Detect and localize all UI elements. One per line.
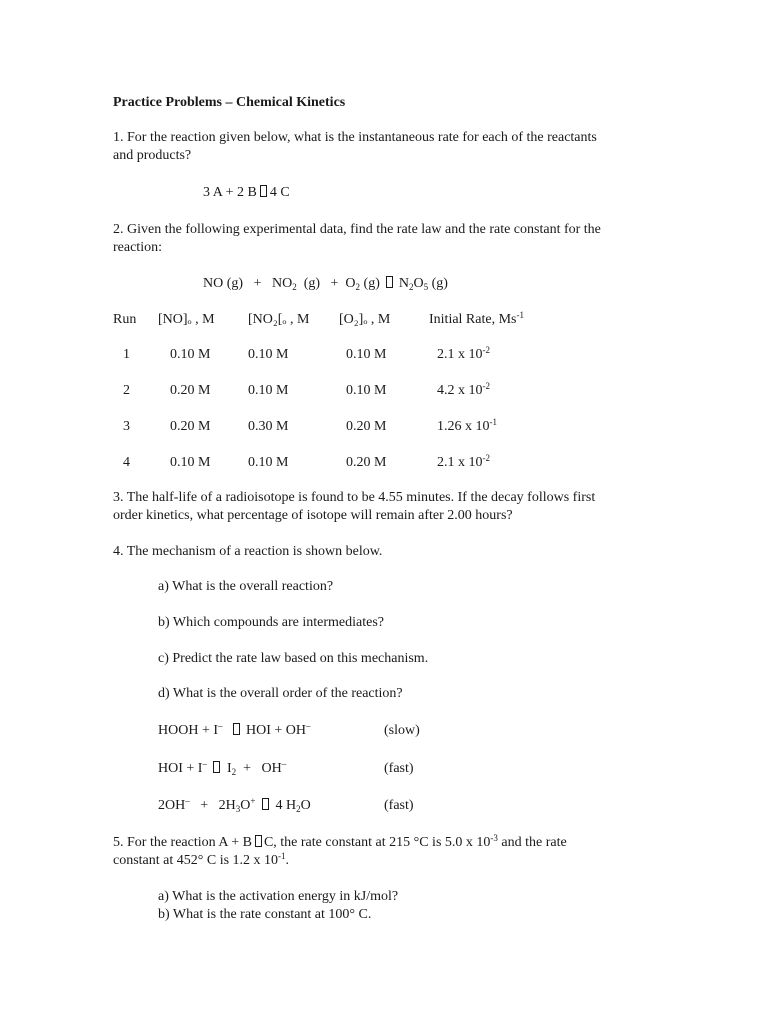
eq-state: (g) <box>363 276 380 291</box>
step-left: 2OH <box>158 798 186 813</box>
step-right: 4 H <box>275 798 297 813</box>
q5-line-1 <box>113 834 567 852</box>
superscript: – <box>202 759 207 769</box>
page-title: Practice Problems – Chemical Kinetics <box>113 95 346 110</box>
cell-no: 0.20 M <box>170 419 211 434</box>
eq-plus: + <box>330 276 339 291</box>
superscript: -3 <box>490 833 498 843</box>
cell-run: 1 <box>123 347 130 362</box>
cell-o2: 0.20 M <box>346 419 387 434</box>
cell-no: 0.10 M <box>170 347 211 362</box>
q2-equation <box>203 275 448 293</box>
arrow-glyph-icon <box>262 798 269 810</box>
q1-line-2: and products? <box>113 148 192 163</box>
eq-n2o5: N <box>398 276 409 291</box>
superscript: -1 <box>278 851 286 861</box>
eq-plus: + <box>253 276 262 291</box>
q4-part-a: a) What is the overall reaction? <box>158 579 334 594</box>
cell-no2: 0.30 M <box>248 419 289 434</box>
subscript: 2 <box>231 767 237 777</box>
superscript: -1 <box>489 417 497 427</box>
rate-value: 1.26 x 10 <box>437 419 490 434</box>
q5-text: and the rate <box>497 835 567 850</box>
subscript: 5 <box>423 282 429 292</box>
q4-intro: 4. The mechanism of a reaction is shown below. <box>113 544 383 559</box>
superscript: -2 <box>482 381 490 391</box>
subscript: 2 <box>409 282 414 292</box>
col-rate <box>429 311 524 329</box>
rate-value: 2.1 x 10 <box>437 455 483 470</box>
subscript: 2 <box>355 282 361 292</box>
cell-rate <box>437 382 490 400</box>
cell-o2: 0.20 M <box>346 455 387 470</box>
q4-part-b: b) Which compounds are intermediates? <box>158 615 384 630</box>
cell-no: 0.10 M <box>170 455 211 470</box>
eq-no2: NO <box>271 276 293 291</box>
subscript: 2 <box>296 804 301 814</box>
step-right: HOI + OH <box>246 723 306 738</box>
q1-line-1: 1. For the reaction given below, what is the instantaneous rate for each of the reactants <box>113 130 597 145</box>
superscript: + <box>250 796 256 806</box>
arrow-glyph-icon <box>213 761 220 773</box>
q3-line-1: 3. The half-life of a radioisotope is found to be 4.55 minutes. If the decay follows first <box>113 490 596 505</box>
arrow-glyph-icon <box>233 723 240 735</box>
step-2-rate: (fast) <box>384 761 414 776</box>
arrow-glyph-icon <box>255 835 262 847</box>
superscript: – <box>218 721 223 731</box>
q5-text: . <box>285 853 290 868</box>
arrow-glyph-icon <box>386 276 393 288</box>
cell-rate <box>437 346 490 364</box>
q2-line-2: reaction: <box>113 240 162 255</box>
step-right-2: + OH <box>236 761 282 776</box>
mechanism-step-3 <box>158 797 311 815</box>
eq-no: NO (g) <box>203 276 244 291</box>
cell-rate <box>437 418 497 436</box>
cell-o2: 0.10 M <box>346 347 387 362</box>
q4-part-d: d) What is the overall order of the reaction? <box>158 686 403 701</box>
q1-equation <box>203 184 290 202</box>
mechanism-step-1 <box>158 722 311 740</box>
superscript: -2 <box>482 453 490 463</box>
cell-no2: 0.10 M <box>248 455 289 470</box>
q5-line-2 <box>113 852 289 870</box>
subscript: 3 <box>235 804 241 814</box>
superscript: – <box>281 759 287 769</box>
step-mid: + 2H <box>189 798 236 813</box>
step-left: HOOH + I <box>158 723 218 738</box>
cell-o2: 0.10 M <box>346 383 387 398</box>
step-right: I <box>226 761 232 776</box>
q3-line-2: order kinetics, what percentage of isotope will remain after 2.00 hours? <box>113 508 513 523</box>
rate-value: 4.2 x 10 <box>437 383 483 398</box>
eq-o2: O <box>345 276 356 291</box>
superscript: – <box>185 796 190 806</box>
cell-run: 3 <box>123 419 130 434</box>
step-mid-2: O <box>240 798 251 813</box>
cell-run: 2 <box>123 383 130 398</box>
subscript: 2 <box>292 282 297 292</box>
col-no: [NO]ₒ , M <box>158 312 215 327</box>
col-run: Run <box>113 312 137 327</box>
superscript: -2 <box>482 345 490 355</box>
step-3-rate: (fast) <box>384 798 414 813</box>
step-left: HOI + I <box>158 761 203 776</box>
step-right-2: O <box>300 798 311 813</box>
q5-text: C, the rate constant at 215 °C is 5.0 x 10 <box>263 835 491 850</box>
rate-label: Initial Rate, Ms <box>429 312 517 327</box>
col-o2: [O₂]ₒ , M <box>339 312 391 327</box>
eq-state: (g) <box>431 276 448 291</box>
q2-line-1: 2. Given the following experimental data, find the rate law and the rate constant for the <box>113 222 601 237</box>
q5-part-a: a) What is the activation energy in kJ/mol? <box>158 889 399 904</box>
q1-eq-left: 3 A + 2 B <box>203 185 257 200</box>
cell-no: 0.20 M <box>170 383 211 398</box>
superscript: -1 <box>516 310 524 320</box>
eq-n2o5-o: O <box>413 276 424 291</box>
q5-text: constant at 452° C is 1.2 x 10 <box>113 853 279 868</box>
eq-state: (g) <box>303 276 321 291</box>
cell-no2: 0.10 M <box>248 347 289 362</box>
q4-part-c: c) Predict the rate law based on this mechanism. <box>158 651 429 666</box>
q5-text: 5. For the reaction A + B <box>113 835 252 850</box>
step-1-rate: (slow) <box>384 723 420 738</box>
superscript: – <box>306 721 311 731</box>
rate-value: 2.1 x 10 <box>437 347 483 362</box>
cell-no2: 0.10 M <box>248 383 289 398</box>
col-no2: [NO₂[ₒ , M <box>248 312 310 327</box>
q1-eq-right: 4 C <box>269 185 290 200</box>
cell-run: 4 <box>123 455 130 470</box>
cell-rate <box>437 454 490 472</box>
q5-part-b: b) What is the rate constant at 100° C. <box>158 907 372 922</box>
arrow-glyph-icon <box>260 185 267 197</box>
mechanism-step-2 <box>158 760 286 778</box>
